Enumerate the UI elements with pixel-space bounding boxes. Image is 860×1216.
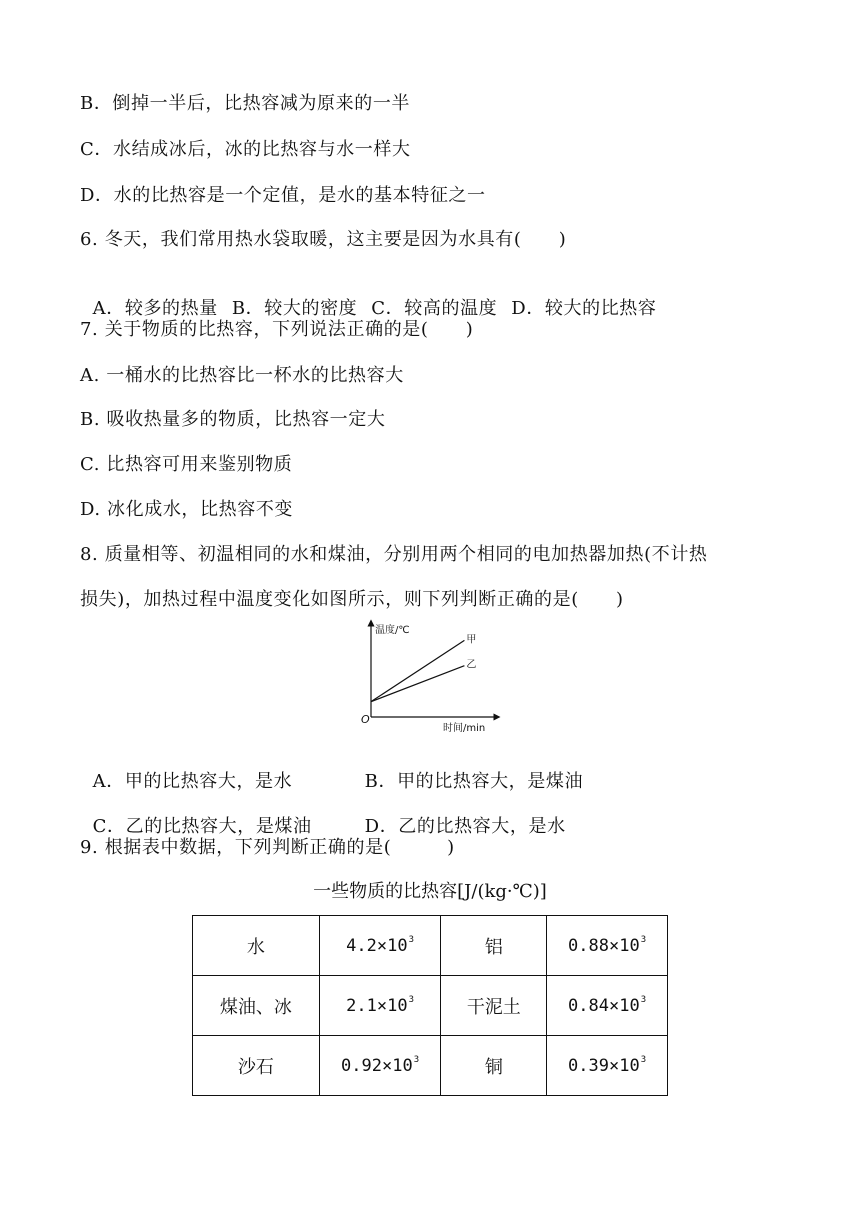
substance-name-cell: 煤油、冰 xyxy=(193,976,320,1036)
q5-option-c: C．水结成冰后，冰的比热容与水一样大 xyxy=(80,139,411,160)
q8-option-b: B．甲的比热容大，是煤油 xyxy=(364,771,584,792)
specific-heat-value-cell xyxy=(547,916,668,976)
specific-heat-value-cell xyxy=(319,976,441,1036)
value-exponent: 3 xyxy=(408,935,414,945)
value-mantissa: 0.92×10 xyxy=(341,1056,413,1076)
q6-option-b: B．较大的密度 xyxy=(231,298,358,319)
value-exponent: 3 xyxy=(640,995,647,1005)
value-mantissa: 2.1×10 xyxy=(346,996,408,1016)
substance-name-cell: 铝 xyxy=(441,916,547,976)
value-exponent: 3 xyxy=(640,935,647,945)
table-row xyxy=(193,916,668,976)
value-mantissa: 4.2×10 xyxy=(346,936,408,956)
q7-option-a: A. 一桶水的比热容比一杯水的比热容大 xyxy=(80,365,404,386)
table-caption: 一些物质的比热容[J/(kg·℃)] xyxy=(313,881,547,902)
q6-options xyxy=(80,273,657,321)
q7-option-c: C. 比热容可用来鉴别物质 xyxy=(80,454,293,475)
value-mantissa: 0.88×10 xyxy=(568,936,640,956)
specific-heat-table xyxy=(192,915,668,1096)
q5-option-b: B．倒掉一半后，比热容减为原来的一半 xyxy=(80,93,411,114)
q6-stem: 6. 冬天，我们常用热水袋取暖，这主要是因为水具有( ) xyxy=(80,229,567,250)
value-mantissa: 0.84×10 xyxy=(568,996,640,1016)
substance-name-cell: 水 xyxy=(193,916,320,976)
specific-heat-value-cell xyxy=(547,976,668,1036)
q7-option-d: D. 冰化成水，比热容不变 xyxy=(80,499,294,520)
q8-options-row1 xyxy=(80,746,583,794)
specific-heat-value-cell xyxy=(319,1036,441,1096)
series-label-jia: 甲 xyxy=(466,634,477,646)
q8-option-c: C．乙的比热容大，是煤油 xyxy=(92,816,312,837)
q8-option-d: D．乙的比热容大，是水 xyxy=(364,816,566,837)
q6-option-d: D．较大的比热容 xyxy=(511,298,657,319)
table-row xyxy=(193,1036,668,1096)
temperature-time-chart xyxy=(355,617,505,737)
value-mantissa: 0.39×10 xyxy=(568,1056,640,1076)
value-exponent: 3 xyxy=(640,1055,647,1065)
q8-options-row2 xyxy=(80,791,566,839)
q8-stem-line2: 损失)，加热过程中温度变化如图所示，则下列判断正确的是( ) xyxy=(80,589,624,610)
series-layer xyxy=(371,633,476,701)
specific-heat-value-cell xyxy=(319,916,441,976)
origin-label: O xyxy=(361,713,370,726)
substance-name-cell: 沙石 xyxy=(193,1036,320,1096)
q8-stem-line1: 8. 质量相等、初温相同的水和煤油，分别用两个相同的电加热器加热(不计热 xyxy=(80,544,708,565)
q6-option-c: C．较高的温度 xyxy=(371,298,498,319)
q5-option-d: D．水的比热容是一个定值，是水的基本特征之一 xyxy=(80,185,486,206)
table-row xyxy=(193,976,668,1036)
value-exponent: 3 xyxy=(408,995,414,1005)
q8-option-a: A．甲的比热容大，是水 xyxy=(92,771,293,792)
substance-name-cell: 干泥土 xyxy=(441,976,547,1036)
substance-name-cell: 铜 xyxy=(441,1036,547,1096)
q9-stem: 9. 根据表中数据，下列判断正确的是( ) xyxy=(80,837,455,858)
series-label-yi: 乙 xyxy=(466,659,477,671)
specific-heat-value-cell xyxy=(547,1036,668,1096)
q7-option-b: B. 吸收热量多的物质，比热容一定大 xyxy=(80,409,386,430)
value-exponent: 3 xyxy=(413,1055,420,1065)
q6-option-a: A．较多的热量 xyxy=(92,298,218,319)
q7-stem: 7. 关于物质的比热容，下列说法正确的是( ) xyxy=(80,319,474,340)
y-axis-label: 温度/℃ xyxy=(375,625,410,636)
x-axis-label: 时间/min xyxy=(443,723,486,734)
